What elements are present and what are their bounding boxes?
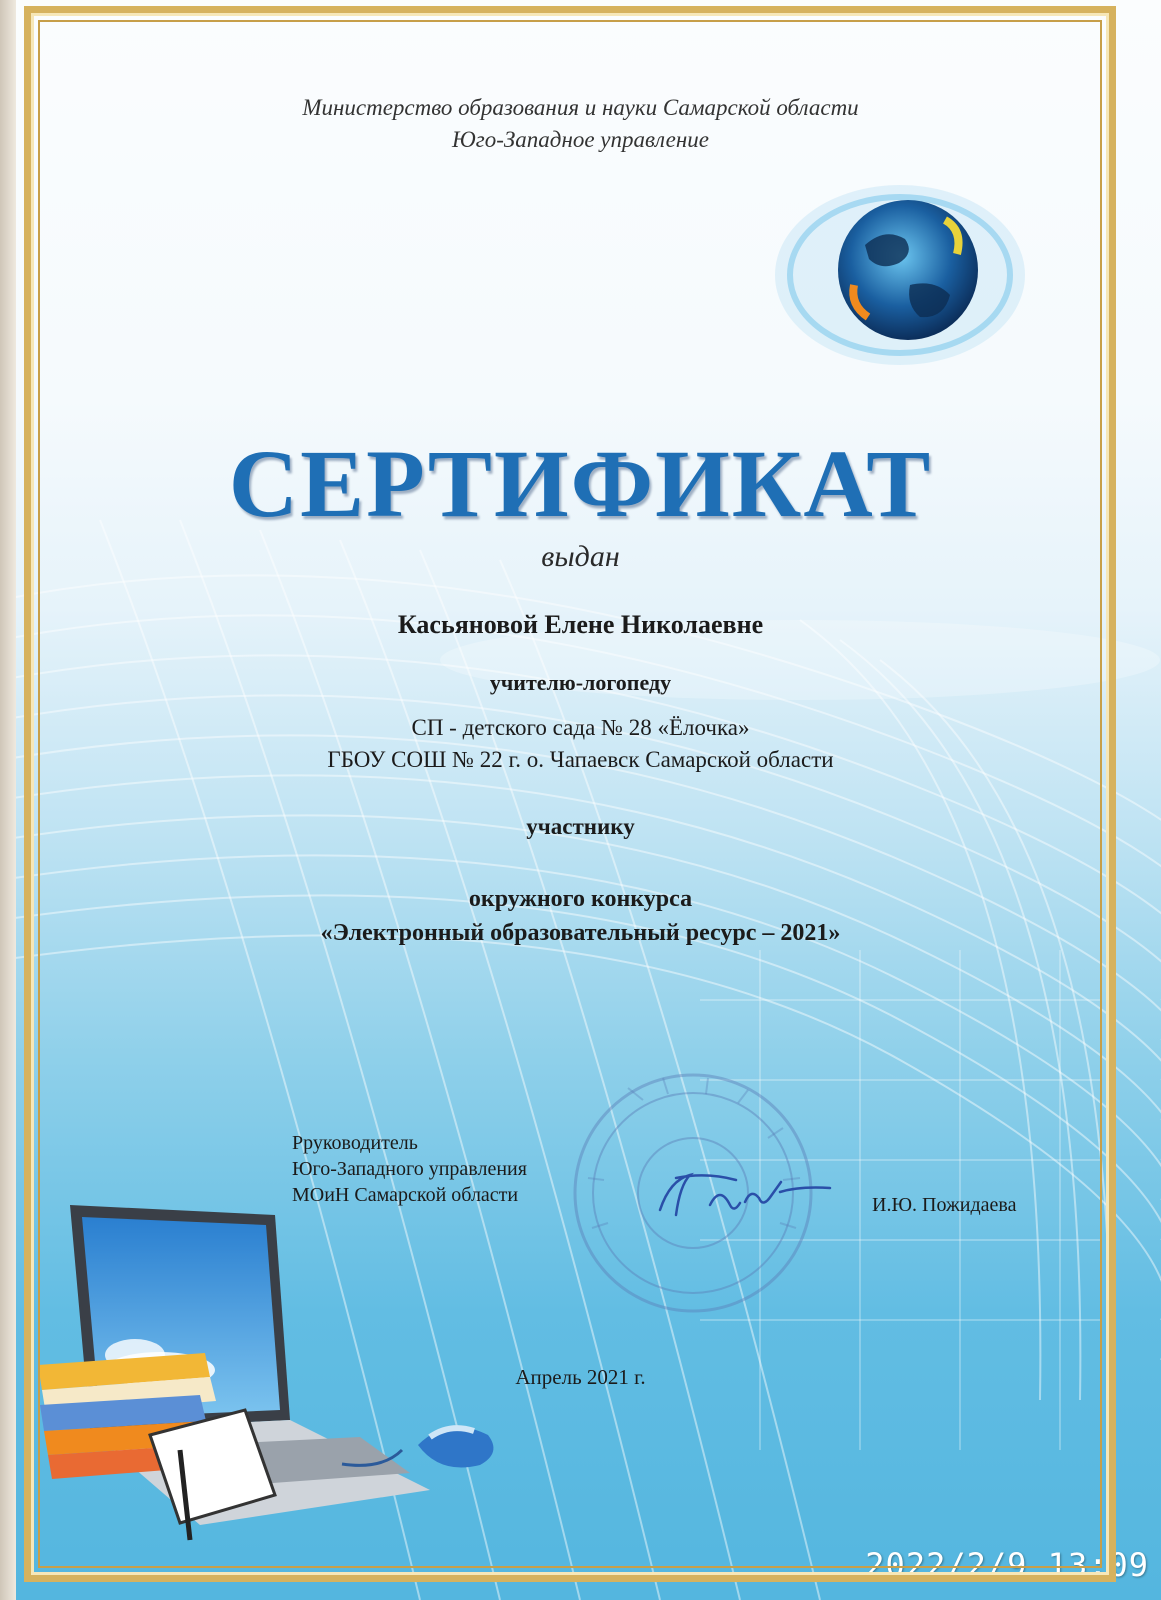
- signer-name: И.Ю. Пожидаева: [872, 1194, 1017, 1216]
- signer-role-line: МОиН Самарской области: [292, 1184, 519, 1206]
- recipient-position: учителю-логопеду: [489, 670, 672, 695]
- org-line: ГБОУ СОШ № 22 г. о. Чапаевск Самарской области: [327, 747, 834, 772]
- signer-role-line: Рруководитель: [292, 1132, 418, 1154]
- participant-label: участнику: [526, 814, 635, 839]
- photo-timestamp: 2022/2/9 13:09: [865, 1546, 1149, 1584]
- contest-line: «Электронный образовательный ресурс – 2021»: [320, 920, 841, 946]
- certificate-title: СЕРТИФИКАТ: [228, 430, 933, 537]
- paper-edge: [0, 0, 16, 1600]
- signer-role-line: Юго-Западного управления: [292, 1158, 527, 1180]
- department-line: Юго-Западное управление: [452, 127, 709, 152]
- issued-label: выдан: [541, 540, 620, 573]
- recipient-name: Касьяновой Елене Николаевне: [397, 610, 764, 639]
- issue-date: Апрель 2021 г.: [515, 1365, 646, 1389]
- org-line: СП - детского сада № 28 «Ёлочка»: [411, 715, 750, 740]
- contest-line: окружного конкурса: [468, 886, 693, 912]
- ministry-line: Министерство образования и науки Самарской области: [302, 95, 859, 120]
- gold-frame-inner: [38, 20, 1102, 1568]
